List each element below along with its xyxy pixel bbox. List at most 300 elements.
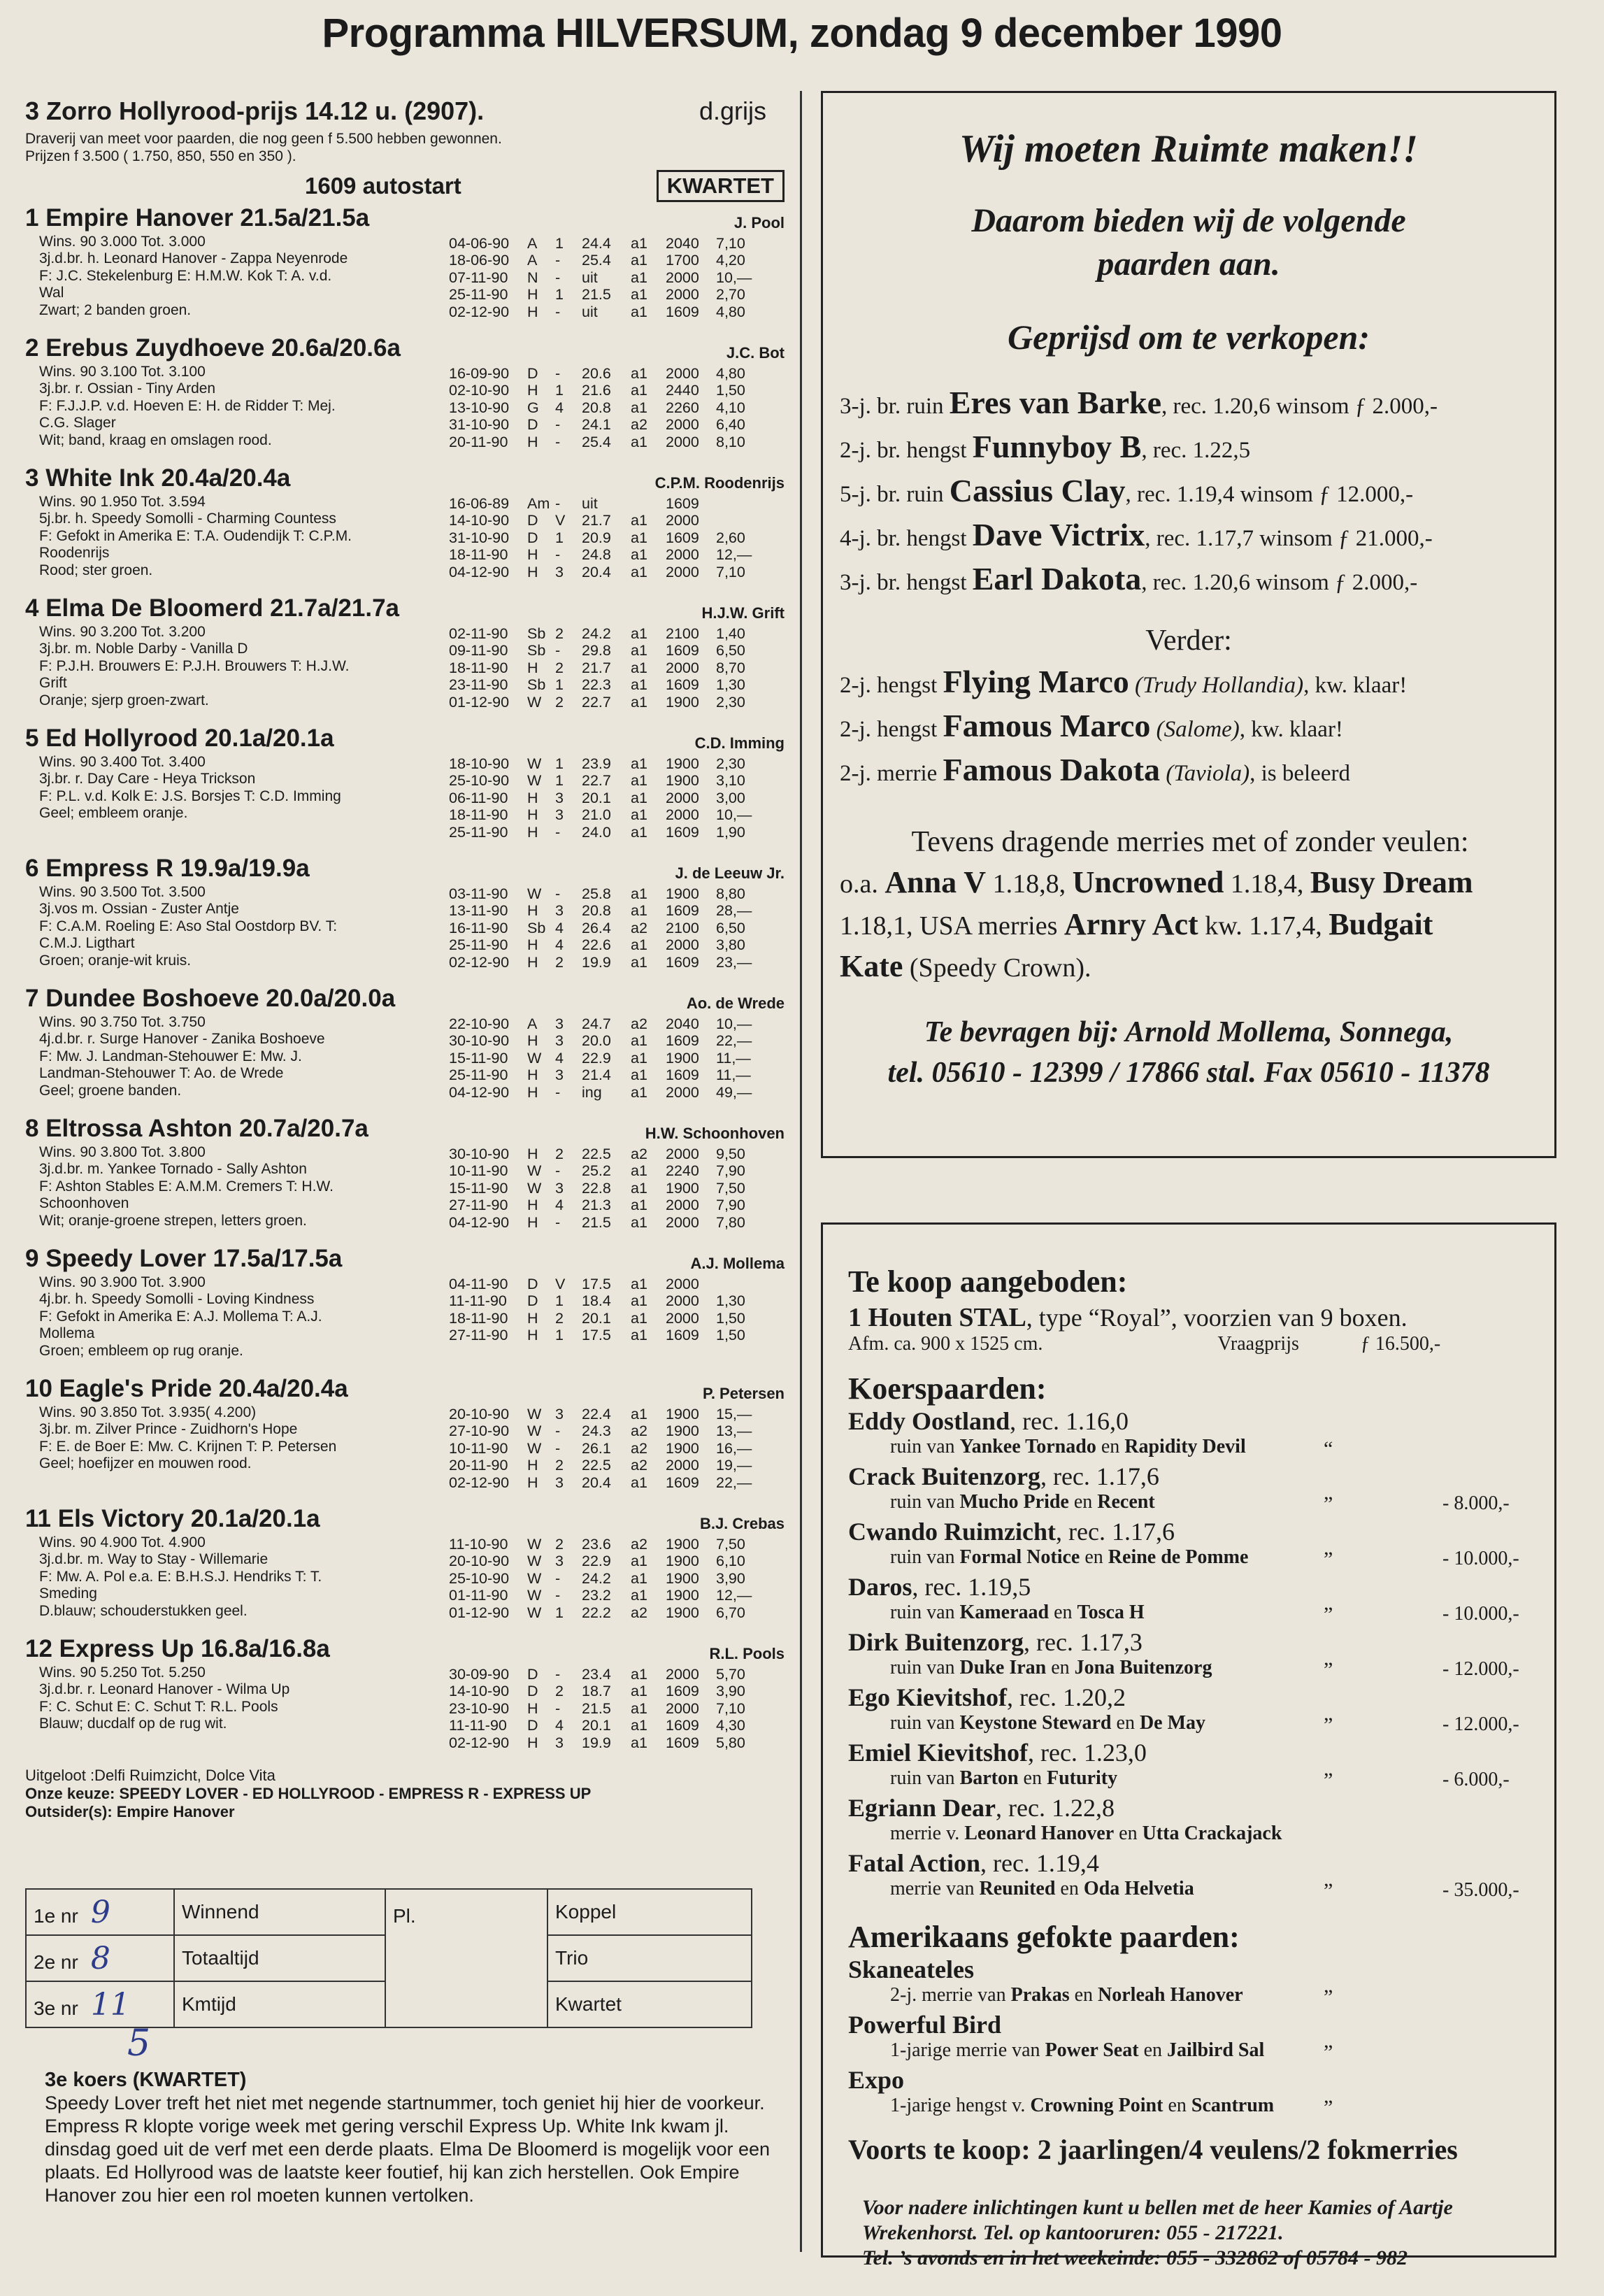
ad-sale-name: Expo <box>848 2066 905 2094</box>
horse-info <box>39 1014 452 1099</box>
performance-cell: a1 <box>631 1683 647 1700</box>
performance-table <box>449 885 765 971</box>
performance-cell: a1 <box>631 885 647 902</box>
performance-cell: 2000 <box>666 1666 699 1683</box>
performance-cell: 2000 <box>666 433 699 450</box>
ad-horse-desc: 2-j. merrie <box>840 761 938 786</box>
performance-cell: a2 <box>631 1439 647 1457</box>
performance-cell: a1 <box>631 676 647 694</box>
ad-dam: Futurity <box>1046 1767 1118 1789</box>
performance-cell: 25-10-90 <box>449 1569 510 1587</box>
performance-cell: 7,50 <box>716 1536 745 1553</box>
performance-cell: - <box>555 495 561 512</box>
performance-cell: Sb <box>527 642 546 659</box>
performance-row <box>449 512 765 529</box>
performance-cell: 22.4 <box>582 1406 611 1422</box>
performance-cell: a1 <box>631 1067 647 1084</box>
performance-cell: 2040 <box>666 1015 699 1032</box>
performance-cell: 2000 <box>666 416 699 434</box>
ad-text: en <box>1119 1823 1138 1844</box>
performance-cell: 18-11-90 <box>449 806 508 824</box>
ad-horse-desc: 3-j. br. ruin <box>840 394 944 419</box>
ad-footer <box>862 2195 1554 2271</box>
result-place-label: 3e nr <box>34 1997 78 2019</box>
performance-cell: 1 <box>555 676 564 694</box>
performance-cell: 23.9 <box>582 755 611 772</box>
result-place-cell <box>26 1935 174 1981</box>
performance-cell: 25-11-90 <box>449 823 508 841</box>
performance-cell: 22.6 <box>582 936 611 954</box>
performance-cell: 20.4 <box>582 563 611 580</box>
ad-sale-pedigree <box>890 2095 1554 2117</box>
performance-cell: 2,30 <box>716 693 745 711</box>
race-header <box>25 97 794 126</box>
performance-row <box>449 1067 765 1083</box>
performance-cell: a1 <box>631 1162 647 1180</box>
performance-cell: 04-12-90 <box>449 1213 510 1231</box>
ad-horse-dam: (Trudy Hollandia) <box>1135 673 1304 698</box>
performance-cell: 4 <box>555 919 564 936</box>
horse-info-line: 3j.d.br. r. Leonard Hanover - Wilma Up <box>39 1681 290 1698</box>
performance-cell: 22,— <box>716 1032 752 1050</box>
performance-cell: 21.3 <box>582 1197 611 1214</box>
performance-cell: a1 <box>631 693 647 711</box>
performance-cell: a1 <box>631 252 647 269</box>
performance-cell: 20.0 <box>582 1032 611 1050</box>
performance-cell: 2040 <box>666 235 699 252</box>
onze-keuze-note: Onze keuze: SPEEDY LOVER - ED HOLLYROOD - EMPRESS R - EXPRESS UP <box>25 1785 592 1802</box>
performance-row <box>449 902 765 919</box>
performance-cell: 2 <box>555 1309 564 1327</box>
performance-row <box>449 1553 765 1569</box>
ad-sale-item <box>848 2065 1554 2120</box>
performance-cell: 25-11-90 <box>449 1067 508 1084</box>
ad-intro <box>823 199 1554 286</box>
ad-sale-price: - 10.000,- <box>1442 1548 1519 1569</box>
performance-table <box>449 625 765 711</box>
performance-cell: a2 <box>631 416 647 434</box>
ad-sale-rec: , rec. 1.17,6 <box>1056 1518 1175 1546</box>
performance-cell: 22.3 <box>582 676 611 694</box>
horse-info-line: Smeding <box>39 1585 97 1602</box>
performance-cell: 23-11-90 <box>449 676 508 694</box>
performance-cell: 3,10 <box>716 772 745 790</box>
ad-text: en <box>1051 1657 1070 1678</box>
performance-cell: a2 <box>631 919 647 936</box>
performance-cell: W <box>527 1049 542 1067</box>
performance-cell: 01-11-90 <box>449 1587 508 1604</box>
performance-cell: a1 <box>631 755 647 772</box>
horse-entry <box>25 1635 794 1765</box>
ad-horse-name: Busy Dream <box>1310 865 1473 899</box>
performance-row <box>449 625 765 642</box>
ad-horse-name: Kate <box>840 949 903 983</box>
performance-cell: 27-11-90 <box>449 1197 508 1214</box>
performance-cell: 2000 <box>666 1083 699 1101</box>
ad-mares-line <box>840 862 1540 904</box>
ad-sale-name: Eddy Oostland <box>848 1407 1010 1435</box>
performance-row <box>449 1570 765 1587</box>
ad-sale-name: Daros <box>848 1573 912 1601</box>
performance-cell: a1 <box>631 269 647 286</box>
ad-footer-line: Tel. ’s avonds en in het weekeinde: 055 - 332862 of 05784 - 982 <box>862 2246 1408 2269</box>
performance-cell: 3 <box>555 789 564 806</box>
performance-cell: 3 <box>555 1179 564 1197</box>
ad-section-title: Koerspaarden: <box>848 1371 1047 1406</box>
performance-cell: W <box>527 885 542 902</box>
horse-info-line: 3j.br. m. Zilver Prince - Zuidhorn's Hope <box>39 1421 298 1438</box>
horse-info-line: 3j.d.br. m. Way to Stay - Willemarie <box>39 1551 268 1568</box>
horse-info <box>39 624 452 709</box>
performance-cell: 6,50 <box>716 642 745 659</box>
ad-sale-name-line <box>848 1572 1554 1602</box>
performance-cell: a1 <box>631 902 647 920</box>
performance-row <box>449 1310 765 1327</box>
performance-cell: 1609 <box>666 642 699 659</box>
horse-info-line: Wins. 90 3.900 Tot. 3.900 <box>39 1274 206 1290</box>
performance-cell: W <box>527 1604 542 1621</box>
performance-row <box>449 1422 765 1439</box>
ad-title: Te koop aangeboden: <box>848 1264 1128 1299</box>
ad-sale-name-line <box>848 1406 1554 1436</box>
performance-cell: 2440 <box>666 382 699 399</box>
performance-cell: 5,70 <box>716 1666 745 1683</box>
horse-info-line: 5j.br. h. Speedy Somolli - Charming Countess <box>39 511 336 527</box>
ad-horse-status: , kw. klaar! <box>1303 673 1408 698</box>
performance-cell: H <box>527 1197 538 1214</box>
performance-cell: - <box>555 416 561 434</box>
horse-info-line: Wins. 90 5.250 Tot. 5.250 <box>39 1664 206 1681</box>
performance-cell: 10-11-90 <box>449 1439 508 1457</box>
winnend-cell: Winnend <box>174 1889 385 1935</box>
performance-cell: 1900 <box>666 1439 699 1457</box>
performance-row <box>449 1474 765 1491</box>
performance-cell: 27-10-90 <box>449 1422 510 1440</box>
performance-cell: 23,— <box>716 953 752 971</box>
horse-info-line: Geel; hoefijzer en mouwen rood. <box>39 1455 252 1472</box>
performance-row <box>449 304 765 320</box>
performance-cell: 4,30 <box>716 1717 745 1734</box>
performance-row <box>449 1032 765 1049</box>
horse-info-line: Rood; ster groen. <box>39 562 153 578</box>
performance-cell: H <box>527 953 538 971</box>
ad-dam: De May <box>1139 1712 1206 1734</box>
ad-sire: Barton <box>959 1767 1019 1789</box>
ad-horse-desc: 3-j. br. hengst <box>840 570 967 595</box>
performance-cell: a1 <box>631 823 647 841</box>
performance-cell: 24.1 <box>582 416 611 434</box>
performance-cell: 7,80 <box>716 1213 745 1231</box>
performance-cell: 1900 <box>666 1569 699 1587</box>
performance-cell: Am <box>527 495 550 512</box>
performance-cell: H <box>527 902 538 920</box>
result-place-label: 1e nr <box>34 1904 78 1927</box>
ad-sale-name-line <box>848 2010 1554 2039</box>
performance-cell: - <box>555 433 561 450</box>
performance-cell: 2000 <box>666 286 699 304</box>
ad-sale-item <box>848 2010 1554 2065</box>
ad-footer-line: Wrekenhorst. Tel. op kantooruren: 055 - 217221. <box>862 2221 1284 2244</box>
handwritten-number: 8 <box>90 1940 110 1976</box>
performance-cell: 2000 <box>666 936 699 954</box>
ad-sale-rec: , rec. 1.23,0 <box>1027 1739 1147 1767</box>
performance-table <box>449 1015 765 1101</box>
page-title: Programma HILVERSUM, zondag 9 december 1990 <box>322 10 1282 56</box>
ad-text: ruin van <box>890 1546 955 1568</box>
ad-sire: Duke Iran <box>959 1657 1047 1678</box>
horse-name: 5 Ed Hollyrood 20.1a/20.1a <box>25 725 334 752</box>
performance-cell: H <box>527 546 538 564</box>
performance-row <box>449 936 765 953</box>
performance-cell: 02-12-90 <box>449 953 510 971</box>
performance-cell: 2260 <box>666 399 699 416</box>
ad-horse-row <box>840 383 1554 427</box>
horse-driver: H.W. Schoonhoven <box>645 1125 785 1142</box>
horse-entry <box>25 204 794 334</box>
horse-info-line: Oranje; sjerp groen-zwart. <box>39 692 209 708</box>
performance-cell: - <box>555 1213 561 1231</box>
performance-cell: H <box>527 1083 538 1101</box>
performance-cell: 06-11-90 <box>449 789 508 806</box>
performance-cell: 04-12-90 <box>449 1083 510 1101</box>
performance-cell: 3,00 <box>716 789 745 806</box>
ad-sale-pedigree <box>890 1436 1554 1458</box>
performance-cell: a1 <box>631 642 647 659</box>
outsider-note: Outsider(s): Empire Hanover <box>25 1803 235 1820</box>
ad-sale-item <box>848 1683 1554 1738</box>
performance-cell: 25.2 <box>582 1162 611 1180</box>
performance-cell: a2 <box>631 1422 647 1440</box>
ad-sale-name-line <box>848 1793 1554 1823</box>
performance-cell: 02-10-90 <box>449 382 510 399</box>
performance-cell: 16-11-90 <box>449 919 508 936</box>
ad-intro-line: paarden aan. <box>1097 245 1280 283</box>
performance-row <box>449 1457 765 1474</box>
performance-cell: a1 <box>631 1569 647 1587</box>
performance-cell: H <box>527 659 538 676</box>
horse-entry <box>25 725 794 855</box>
performance-cell: Sb <box>527 919 546 936</box>
performance-cell: H <box>527 1327 538 1344</box>
horse-entry <box>25 855 794 985</box>
ad-sale-price: - 12.000,- <box>1442 1713 1519 1735</box>
ad-horse-status: , is beleerd <box>1249 761 1350 786</box>
ad-sale-name-line <box>848 1462 1554 1491</box>
horse-info-line: F: C. Schut E: C. Schut T: R.L. Pools <box>39 1698 278 1715</box>
performance-cell <box>716 512 765 529</box>
ad-horse-name: Flying Marco <box>943 664 1129 699</box>
performance-cell: - <box>555 1587 561 1604</box>
performance-cell: 1609 <box>666 1683 699 1700</box>
performance-cell: a1 <box>631 789 647 806</box>
performance-cell: 09-11-90 <box>449 642 508 659</box>
ad-sire: Crowning Point <box>1030 2095 1163 2116</box>
performance-cell: uit <box>582 303 598 320</box>
ad-sale-item <box>848 1406 1554 1462</box>
ad-text: 1.18,8, <box>992 869 1066 899</box>
performance-cell: 31-10-90 <box>449 416 510 434</box>
ad-horse-rec: , rec. 1.17,7 winsom ƒ 21.000,- <box>1145 526 1433 551</box>
horse-info-line: F: Ashton Stables E: A.M.M. Cremers T: H.W. <box>39 1178 334 1195</box>
ad-also-label: Voorts te koop: <box>848 2134 1031 2165</box>
ad-sale-item <box>848 1738 1554 1793</box>
ad-horse-row <box>840 706 1554 750</box>
performance-cell: 49,— <box>716 1083 752 1101</box>
performance-cell: 22.5 <box>582 1457 611 1474</box>
horse-info-line: F: E. de Boer E: Mw. C. Krijnen T: P. Petersen <box>39 1438 337 1455</box>
performance-row <box>449 659 765 676</box>
performance-row <box>449 676 765 693</box>
performance-cell: W <box>527 1179 542 1197</box>
performance-cell: a2 <box>631 1457 647 1474</box>
ad-text: 1-jarige hengst v. <box>890 2095 1026 2116</box>
horse-info-line: Wins. 90 3.800 Tot. 3.800 <box>39 1144 206 1160</box>
horse-info-line: Wins. 90 1.950 Tot. 3.594 <box>39 494 206 510</box>
ad-ditto-mark: ” <box>1324 1713 1333 1737</box>
handwritten-number: 11 <box>90 1986 130 2023</box>
horse-info-line: Groen; oranje-wit kruis. <box>39 952 192 969</box>
horse-info-line: 3j.br. r. Day Care - Heya Trickson <box>39 771 256 787</box>
performance-cell: D <box>527 1666 538 1683</box>
ad-sale-rec: , rec. 1.19,4 <box>980 1849 1099 1877</box>
ad-text: (Speedy Crown). <box>909 953 1091 983</box>
ad-sale-item <box>848 1572 1554 1627</box>
performance-row <box>449 1276 765 1292</box>
performance-cell: - <box>555 823 561 841</box>
horse-info-line: Landman-Stehouwer T: Ao. de Wrede <box>39 1065 284 1082</box>
performance-cell: W <box>527 1422 542 1440</box>
performance-row <box>449 694 765 711</box>
performance-cell: 2100 <box>666 919 699 936</box>
performance-cell: H <box>527 1213 538 1231</box>
performance-cell: 4,80 <box>716 365 745 382</box>
performance-cell: 1900 <box>666 1179 699 1197</box>
place-cell <box>385 1889 547 2027</box>
performance-row <box>449 1666 765 1683</box>
performance-cell: 24.2 <box>582 625 611 642</box>
performance-cell: 8,70 <box>716 659 745 676</box>
ad-sale-name-line <box>848 2065 1554 2095</box>
performance-cell: 2000 <box>666 1292 699 1310</box>
ad-ditto-mark: ” <box>1324 1603 1333 1626</box>
horse-info-line: D.blauw; schouderstukken geel. <box>39 1602 248 1619</box>
performance-cell: - <box>555 1569 561 1587</box>
ad-horse-name: Famous Marco <box>943 708 1151 743</box>
performance-cell: a1 <box>631 659 647 676</box>
performance-cell: 10,— <box>716 1015 752 1032</box>
ad-ditto-mark: ” <box>1324 1769 1333 1792</box>
performance-cell: 02-12-90 <box>449 303 510 320</box>
performance-cell: 31-10-90 <box>449 529 510 546</box>
performance-cell: 1609 <box>666 1734 699 1751</box>
handwritten-number: 9 <box>90 1894 110 1930</box>
performance-cell: 23.6 <box>582 1536 611 1553</box>
ad-sire: Leonard Hanover <box>964 1823 1115 1844</box>
ad-sale-item <box>848 1627 1554 1683</box>
performance-cell: 3,80 <box>716 936 745 954</box>
ad-dam: Oda Helvetia <box>1083 1878 1194 1899</box>
ad-text: kw. 1.17,4, <box>1205 911 1322 941</box>
performance-cell: 20.6 <box>582 365 611 382</box>
performance-cell: 2100 <box>666 625 699 642</box>
performance-table <box>449 1406 765 1491</box>
performance-cell: 3,90 <box>716 1569 745 1587</box>
ad-sale-name: Crack Buitenzorg <box>848 1462 1040 1490</box>
horse-info-line: F: C.A.M. Roeling E: Aso Stal Oostdorp BV. T: <box>39 918 338 934</box>
ad-ditto-mark: “ <box>1324 1437 1333 1460</box>
results-table <box>25 1888 752 2028</box>
horse-info <box>39 1534 452 1620</box>
horse-info-line: F: J.C. Stekelenburg E: H.M.W. Kok T: A. v.d. <box>39 267 332 284</box>
performance-cell: H <box>527 1699 538 1717</box>
horse-info-line: 3j.br. r. Ossian - Tiny Arden <box>39 380 216 397</box>
performance-cell: 21.5 <box>582 286 611 304</box>
performance-cell: 18-06-90 <box>449 252 510 269</box>
performance-cell: 2 <box>555 659 564 676</box>
ad-text: en <box>1084 1546 1103 1568</box>
horse-entry <box>25 1505 794 1635</box>
performance-cell: 3 <box>555 1032 564 1050</box>
performance-cell: 18.7 <box>582 1683 611 1700</box>
performance-cell: 4 <box>555 936 564 954</box>
performance-cell: 1 <box>555 382 564 399</box>
performance-cell: 1609 <box>666 495 699 512</box>
ad-contact-line: Te bevragen bij: Arnold Mollema, Sonnega, <box>924 1016 1454 1048</box>
horse-info-line: Blauw; ducdalf op de rug wit. <box>39 1716 227 1732</box>
ad-stable-desc: , type “Royal”, voorzien van 9 boxen. <box>1026 1304 1408 1332</box>
performance-cell: 7,10 <box>716 1699 745 1717</box>
ad-asking-price: ƒ 16.500,- <box>1360 1333 1441 1355</box>
ad-ditto-mark: ” <box>1324 1492 1333 1516</box>
performance-cell: 2000 <box>666 659 699 676</box>
performance-cell <box>716 1276 765 1292</box>
kwartet-badge: KWARTET <box>657 170 785 202</box>
horse-info-line: F: P.J.H. Brouwers E: P.J.H. Brouwers T: H.J.W. <box>39 657 350 674</box>
ad-horse-dam: (Taviola) <box>1166 761 1250 786</box>
column-divider <box>800 91 802 2252</box>
performance-row <box>449 252 765 269</box>
performance-cell: 1900 <box>666 1553 699 1570</box>
performance-cell: 2000 <box>666 512 699 529</box>
performance-cell: 2,30 <box>716 755 745 772</box>
performance-cell: H <box>527 789 538 806</box>
horse-list <box>25 204 794 1765</box>
performance-row <box>449 642 765 659</box>
performance-cell: 1900 <box>666 1587 699 1604</box>
performance-cell: W <box>527 1536 542 1553</box>
horse-info-line: Mollema <box>39 1325 95 1342</box>
horse-driver: C.P.M. Roodenrijs <box>654 474 785 492</box>
ad-contact <box>823 1012 1554 1093</box>
performance-cell: 22.9 <box>582 1553 611 1570</box>
performance-table <box>449 495 765 580</box>
performance-cell: 3 <box>555 1406 564 1422</box>
performance-cell: 2000 <box>666 789 699 806</box>
performance-cell: 20-11-90 <box>449 1457 508 1474</box>
performance-row <box>449 416 765 433</box>
performance-row <box>449 920 765 936</box>
performance-cell: 1900 <box>666 1604 699 1621</box>
performance-cell: 4,10 <box>716 399 745 416</box>
horse-info-line: Wins. 90 3.200 Tot. 3.200 <box>39 624 206 640</box>
performance-cell: 04-11-90 <box>449 1276 508 1292</box>
horse-info-line: F: Mw. J. Landman-Stehouwer E: Mw. J. <box>39 1048 302 1064</box>
performance-cell: H <box>527 806 538 824</box>
performance-cell: 1,50 <box>716 1309 745 1327</box>
performance-cell: 2,70 <box>716 286 745 304</box>
ad-horse-desc: 2-j. hengst <box>840 717 938 742</box>
performance-cell: W <box>527 1553 542 1570</box>
